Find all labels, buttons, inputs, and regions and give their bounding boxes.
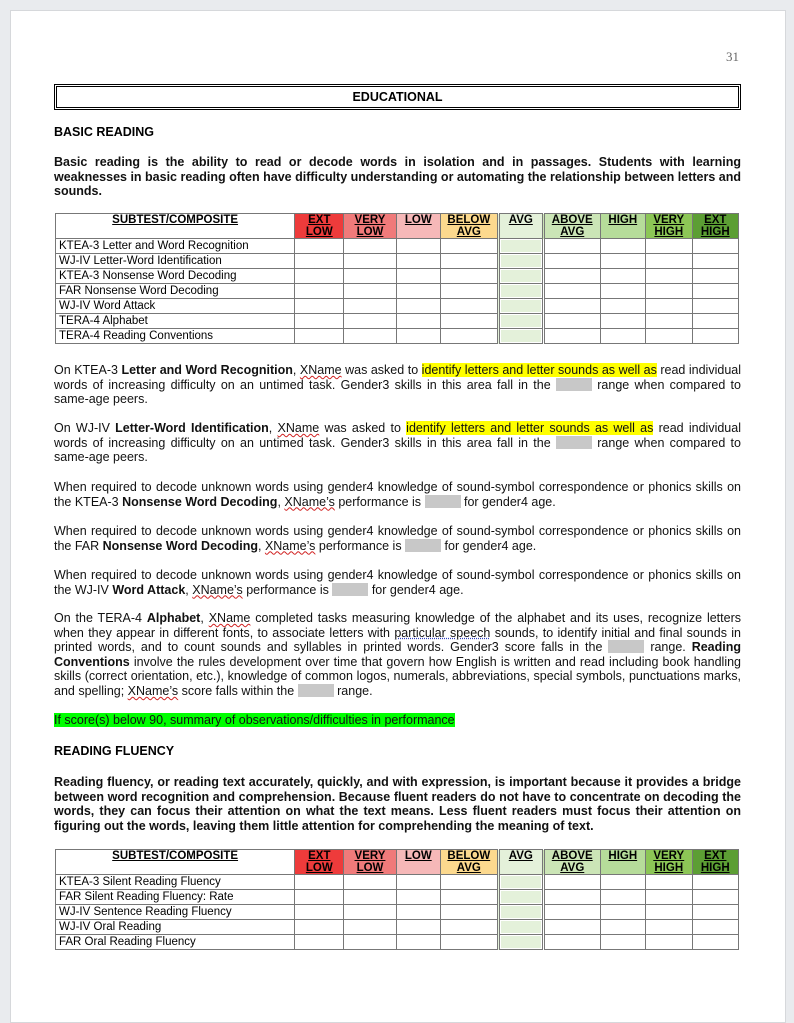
score-cell-very_low[interactable] <box>344 875 396 890</box>
summary-note: If score(s) below 90, summary of observations/difficulties in performance <box>54 713 455 727</box>
header-below_avg: BELOW AVG <box>441 850 499 875</box>
score-cell-very_high[interactable] <box>646 254 693 269</box>
score-cell-ext_low[interactable] <box>295 254 344 269</box>
score-cell-very_high[interactable] <box>646 299 693 314</box>
table-row <box>56 905 739 920</box>
test-name: Alphabet <box>146 611 201 625</box>
text: XName’s <box>192 582 243 597</box>
header-ext_high: EXT HIGH <box>692 214 738 239</box>
table-row <box>56 890 739 905</box>
basic-reading-heading: BASIC READING <box>54 125 155 139</box>
score-range-blank[interactable] <box>298 684 334 697</box>
score-cell-ext_low[interactable] <box>295 269 344 284</box>
text: , <box>257 538 265 553</box>
header-very_low: VERY LOW <box>344 214 396 239</box>
assessment-paragraph <box>54 363 741 407</box>
header-above_avg: ABOVE AVG <box>543 214 600 239</box>
subtest-name: FAR Oral Reading Fluency <box>56 935 295 950</box>
score-cell-very_high[interactable] <box>646 269 693 284</box>
text: XName <box>208 611 251 625</box>
score-cell-ext_high[interactable] <box>692 239 738 254</box>
score-cell-ext_low[interactable] <box>295 905 344 920</box>
score-cell-ext_low[interactable] <box>295 314 344 329</box>
text: performance is <box>242 582 333 597</box>
score-cell-high[interactable] <box>600 920 645 935</box>
score-cell-below_avg[interactable] <box>441 269 499 284</box>
score-cell-above_avg[interactable] <box>543 284 600 299</box>
score-cell-low[interactable] <box>396 284 440 299</box>
score-cell-very_high[interactable] <box>646 284 693 299</box>
score-cell-avg[interactable] <box>498 890 543 905</box>
text: identify letters and letter sounds as well as <box>406 421 654 435</box>
subtest-name: KTEA-3 Letter and Word Recognition <box>56 239 295 254</box>
assessment-paragraph <box>54 611 741 699</box>
header-subtest: SUBTEST/COMPOSITE <box>56 214 295 239</box>
subtest-name: FAR Nonsense Word Decoding <box>56 284 295 299</box>
score-cell-ext_high[interactable] <box>692 299 738 314</box>
subtest-name: TERA-4 Reading Conventions <box>56 329 295 344</box>
score-cell-high[interactable] <box>600 254 645 269</box>
score-cell-high[interactable] <box>600 935 645 950</box>
test-name: Letter-Word Identification <box>115 421 269 435</box>
text: When required to decode unknown words using gender4 knowledge of sound-symbol correspondence or phonics skills on the FAR <box>54 524 741 553</box>
assessment-paragraph <box>54 524 741 553</box>
score-range-blank[interactable] <box>405 539 441 552</box>
score-cell-below_avg[interactable] <box>441 905 499 920</box>
score-range-blank[interactable] <box>608 640 644 653</box>
score-cell-ext_low[interactable] <box>295 299 344 314</box>
text: range when compared to same-age peers. <box>54 377 741 407</box>
score-cell-ext_high[interactable] <box>692 920 738 935</box>
table-row <box>56 875 739 890</box>
score-cell-low[interactable] <box>396 329 440 344</box>
subtest-name: KTEA-3 Nonsense Word Decoding <box>56 269 295 284</box>
assessment-paragraph <box>54 421 741 465</box>
score-cell-ext_low[interactable] <box>295 920 344 935</box>
table-row <box>56 239 739 254</box>
score-cell-avg[interactable] <box>498 935 543 950</box>
text: for gender4 age. <box>368 582 464 597</box>
text: , <box>292 363 300 377</box>
score-cell-ext_low[interactable] <box>295 875 344 890</box>
text: , <box>277 494 285 509</box>
score-cell-below_avg[interactable] <box>441 875 499 890</box>
score-cell-very_high[interactable] <box>646 329 693 344</box>
table-row <box>56 254 739 269</box>
score-cell-high[interactable] <box>600 239 645 254</box>
score-cell-below_avg[interactable] <box>441 890 499 905</box>
header-avg: AVG <box>498 850 543 875</box>
score-cell-above_avg[interactable] <box>543 254 600 269</box>
test-name: Reading Conventions <box>54 640 742 669</box>
text: , <box>268 421 278 435</box>
score-cell-very_low[interactable] <box>344 890 396 905</box>
score-cell-ext_low[interactable] <box>295 239 344 254</box>
score-cell-low[interactable] <box>396 875 440 890</box>
score-cell-very_low[interactable] <box>344 239 396 254</box>
header-ext_low: EXT LOW <box>295 214 344 239</box>
text: involve the rules development over time that govern how English is written and read including book handling skills (correct orientation, etc.), knowledge of common logos, numerals, abbreviations, special symbols, punctuations marks, and spelling; <box>54 654 741 698</box>
score-cell-avg[interactable] <box>498 920 543 935</box>
assessment-paragraph <box>54 568 741 597</box>
text: completed tasks measuring knowledge of the alphabet and its uses, recognize letters when they appear in different fonts, to associate letters with <box>54 611 741 640</box>
score-cell-above_avg[interactable] <box>543 269 600 284</box>
score-cell-above_avg[interactable] <box>543 920 600 935</box>
score-cell-avg[interactable] <box>498 269 543 284</box>
text: On the TERA-4 <box>54 611 147 625</box>
score-cell-ext_high[interactable] <box>692 314 738 329</box>
score-cell-above_avg[interactable] <box>543 314 600 329</box>
text: On KTEA-3 <box>54 363 122 377</box>
score-cell-very_low[interactable] <box>344 284 396 299</box>
score-cell-very_high[interactable] <box>646 239 693 254</box>
header-very_high: VERY HIGH <box>646 850 693 875</box>
text: for gender4 age. <box>460 494 556 509</box>
text: When required to decode unknown words using gender4 knowledge of sound-symbol correspondence or phonics skills on the WJ-IV <box>54 568 741 597</box>
score-cell-very_low[interactable] <box>344 905 396 920</box>
text: range when compared to same-age peers. <box>54 435 741 465</box>
basic-reading-score-table <box>55 213 739 344</box>
table-header-row <box>56 850 739 875</box>
page-number: 31 <box>726 49 739 64</box>
test-name: Nonsense Word Decoding <box>102 538 258 553</box>
score-cell-ext_low[interactable] <box>295 890 344 905</box>
subtest-name: WJ-IV Oral Reading <box>56 920 295 935</box>
score-cell-very_high[interactable] <box>646 890 693 905</box>
reading-fluency-heading: READING FLUENCY <box>54 744 175 758</box>
score-cell-high[interactable] <box>600 329 645 344</box>
header-very_low: VERY LOW <box>344 850 396 875</box>
header-low: LOW <box>396 214 440 239</box>
score-cell-below_avg[interactable] <box>441 299 499 314</box>
text: XName’s <box>284 494 335 509</box>
score-cell-very_low[interactable] <box>344 935 396 950</box>
score-cell-above_avg[interactable] <box>543 935 600 950</box>
score-cell-very_low[interactable] <box>344 269 396 284</box>
score-cell-very_high[interactable] <box>646 875 693 890</box>
score-cell-above_avg[interactable] <box>543 905 600 920</box>
header-high: HIGH <box>600 214 645 239</box>
text: identify letters and letter sounds as well as <box>421 363 657 377</box>
text: When required to decode unknown words using gender4 knowledge of sound-symbol correspondence or phonics skills on the KTEA-3 <box>54 480 741 509</box>
score-cell-below_avg[interactable] <box>441 935 499 950</box>
score-range-blank[interactable] <box>556 436 592 449</box>
score-cell-low[interactable] <box>396 314 440 329</box>
score-cell-avg[interactable] <box>498 329 543 344</box>
score-cell-very_low[interactable] <box>344 299 396 314</box>
reading-fluency-score-table <box>55 849 739 950</box>
score-range-blank[interactable] <box>425 495 461 508</box>
score-cell-low[interactable] <box>396 239 440 254</box>
score-cell-ext_high[interactable] <box>692 254 738 269</box>
score-cell-very_low[interactable] <box>344 314 396 329</box>
score-cell-below_avg[interactable] <box>441 254 499 269</box>
score-range-blank[interactable] <box>332 583 368 596</box>
score-cell-high[interactable] <box>600 269 645 284</box>
text: XName’s <box>264 538 316 553</box>
header-below_avg: BELOW AVG <box>441 214 499 239</box>
score-cell-very_high[interactable] <box>646 314 693 329</box>
text: for gender4 age. <box>441 538 537 553</box>
score-cell-high[interactable] <box>600 284 645 299</box>
score-cell-below_avg[interactable] <box>441 920 499 935</box>
header-very_high: VERY HIGH <box>646 214 693 239</box>
score-cell-above_avg[interactable] <box>543 239 600 254</box>
table-header-row <box>56 214 739 239</box>
table-row <box>56 329 739 344</box>
table-row <box>56 269 739 284</box>
header-above_avg: ABOVE AVG <box>543 850 600 875</box>
header-high: HIGH <box>600 850 645 875</box>
table-row <box>56 935 739 950</box>
text: XName <box>277 421 320 435</box>
score-cell-below_avg[interactable] <box>441 329 499 344</box>
text: sounds, to identify initial and final sounds in printed words, and to count sounds and syllables in printed words. Gender3 score falls in the <box>54 625 742 655</box>
score-cell-ext_high[interactable] <box>692 935 738 950</box>
score-cell-high[interactable] <box>600 314 645 329</box>
score-cell-ext_low[interactable] <box>295 329 344 344</box>
score-cell-avg[interactable] <box>498 905 543 920</box>
text: range. <box>333 683 373 698</box>
header-ext_high: EXT HIGH <box>692 850 738 875</box>
text: , <box>200 611 209 625</box>
score-cell-avg[interactable] <box>498 299 543 314</box>
score-cell-very_low[interactable] <box>344 254 396 269</box>
text: performance is <box>315 538 406 553</box>
score-cell-ext_high[interactable] <box>692 905 738 920</box>
text: , <box>185 582 193 597</box>
score-cell-very_high[interactable] <box>646 935 693 950</box>
subtest-name: WJ-IV Word Attack <box>56 299 295 314</box>
table-row <box>56 299 739 314</box>
subtest-name: KTEA-3 Silent Reading Fluency <box>56 875 295 890</box>
score-cell-ext_high[interactable] <box>692 875 738 890</box>
score-range-blank[interactable] <box>556 378 592 391</box>
score-cell-avg[interactable] <box>498 314 543 329</box>
score-cell-above_avg[interactable] <box>543 890 600 905</box>
score-cell-ext_high[interactable] <box>692 269 738 284</box>
score-cell-low[interactable] <box>396 254 440 269</box>
text: On WJ-IV <box>54 421 116 435</box>
subtest-name: WJ-IV Letter-Word Identification <box>56 254 295 269</box>
test-name: Letter and Word Recognition <box>121 363 293 377</box>
score-cell-low[interactable] <box>396 935 440 950</box>
basic-reading-intro: Basic reading is the ability to read or decode words in isolation and in passages. Students with learning weaknesses in basic reading often have difficulty understanding or automating the relationship between letters and sounds. <box>54 155 741 199</box>
score-cell-above_avg[interactable] <box>543 875 600 890</box>
score-cell-avg[interactable] <box>498 239 543 254</box>
text: read individual words of increasing difficulty on an untimed task. Gender3 skills in this area fall in the <box>54 363 741 392</box>
score-cell-ext_low[interactable] <box>295 935 344 950</box>
test-name: Nonsense Word Decoding <box>122 494 278 509</box>
table-row <box>56 920 739 935</box>
score-cell-ext_high[interactable] <box>692 284 738 299</box>
text: XName’s <box>127 683 179 698</box>
text: XName <box>299 363 342 377</box>
subtest-name: WJ-IV Sentence Reading Fluency <box>56 905 295 920</box>
score-cell-low[interactable] <box>396 905 440 920</box>
header-subtest: SUBTEST/COMPOSITE <box>56 850 295 875</box>
score-cell-high[interactable] <box>600 875 645 890</box>
header-ext_low: EXT LOW <box>295 850 344 875</box>
score-cell-below_avg[interactable] <box>441 314 499 329</box>
text: was asked to <box>341 363 422 377</box>
score-cell-ext_low[interactable] <box>295 284 344 299</box>
score-cell-very_low[interactable] <box>344 920 396 935</box>
score-cell-low[interactable] <box>396 269 440 284</box>
score-cell-ext_high[interactable] <box>692 890 738 905</box>
score-cell-high[interactable] <box>600 299 645 314</box>
score-cell-avg[interactable] <box>498 254 543 269</box>
score-cell-avg[interactable] <box>498 284 543 299</box>
score-cell-very_low[interactable] <box>344 329 396 344</box>
score-cell-very_high[interactable] <box>646 920 693 935</box>
score-cell-below_avg[interactable] <box>441 284 499 299</box>
header-low: LOW <box>396 850 440 875</box>
table-row <box>56 284 739 299</box>
score-cell-above_avg[interactable] <box>543 299 600 314</box>
text: performance is <box>334 494 425 509</box>
text: score falls within the <box>178 683 298 698</box>
assessment-paragraph <box>54 480 741 509</box>
text: particular speech <box>394 625 491 640</box>
score-cell-ext_high[interactable] <box>692 329 738 344</box>
section-title: EDUCATIONAL <box>54 84 741 110</box>
score-cell-high[interactable] <box>600 890 645 905</box>
score-cell-low[interactable] <box>396 890 440 905</box>
score-cell-low[interactable] <box>396 920 440 935</box>
header-avg: AVG <box>498 214 543 239</box>
score-cell-below_avg[interactable] <box>441 239 499 254</box>
test-name: Word Attack <box>112 582 186 597</box>
score-cell-low[interactable] <box>396 299 440 314</box>
reading-fluency-intro: Reading fluency, or reading text accurately, quickly, and with expression, is important because it provides a bridge between word recognition and comprehension. Because fluent readers do not have to concentrate on decoding the words, they can focus their attention on what the text means. Less fluent readers must focus their attention on figuring out the words, leaving them little attention for comprehending the meaning of text. <box>54 775 741 833</box>
text: was asked to <box>319 421 407 435</box>
score-cell-avg[interactable] <box>498 875 543 890</box>
subtest-name: TERA-4 Alphabet <box>56 314 295 329</box>
score-cell-very_high[interactable] <box>646 905 693 920</box>
score-cell-above_avg[interactable] <box>543 329 600 344</box>
subtest-name: FAR Silent Reading Fluency: Rate <box>56 890 295 905</box>
table-row <box>56 314 739 329</box>
text: read individual words of increasing difficulty on an untimed task. Gender3 skills in this area fall in the <box>54 421 741 450</box>
text: range. <box>644 640 692 655</box>
score-cell-high[interactable] <box>600 905 645 920</box>
